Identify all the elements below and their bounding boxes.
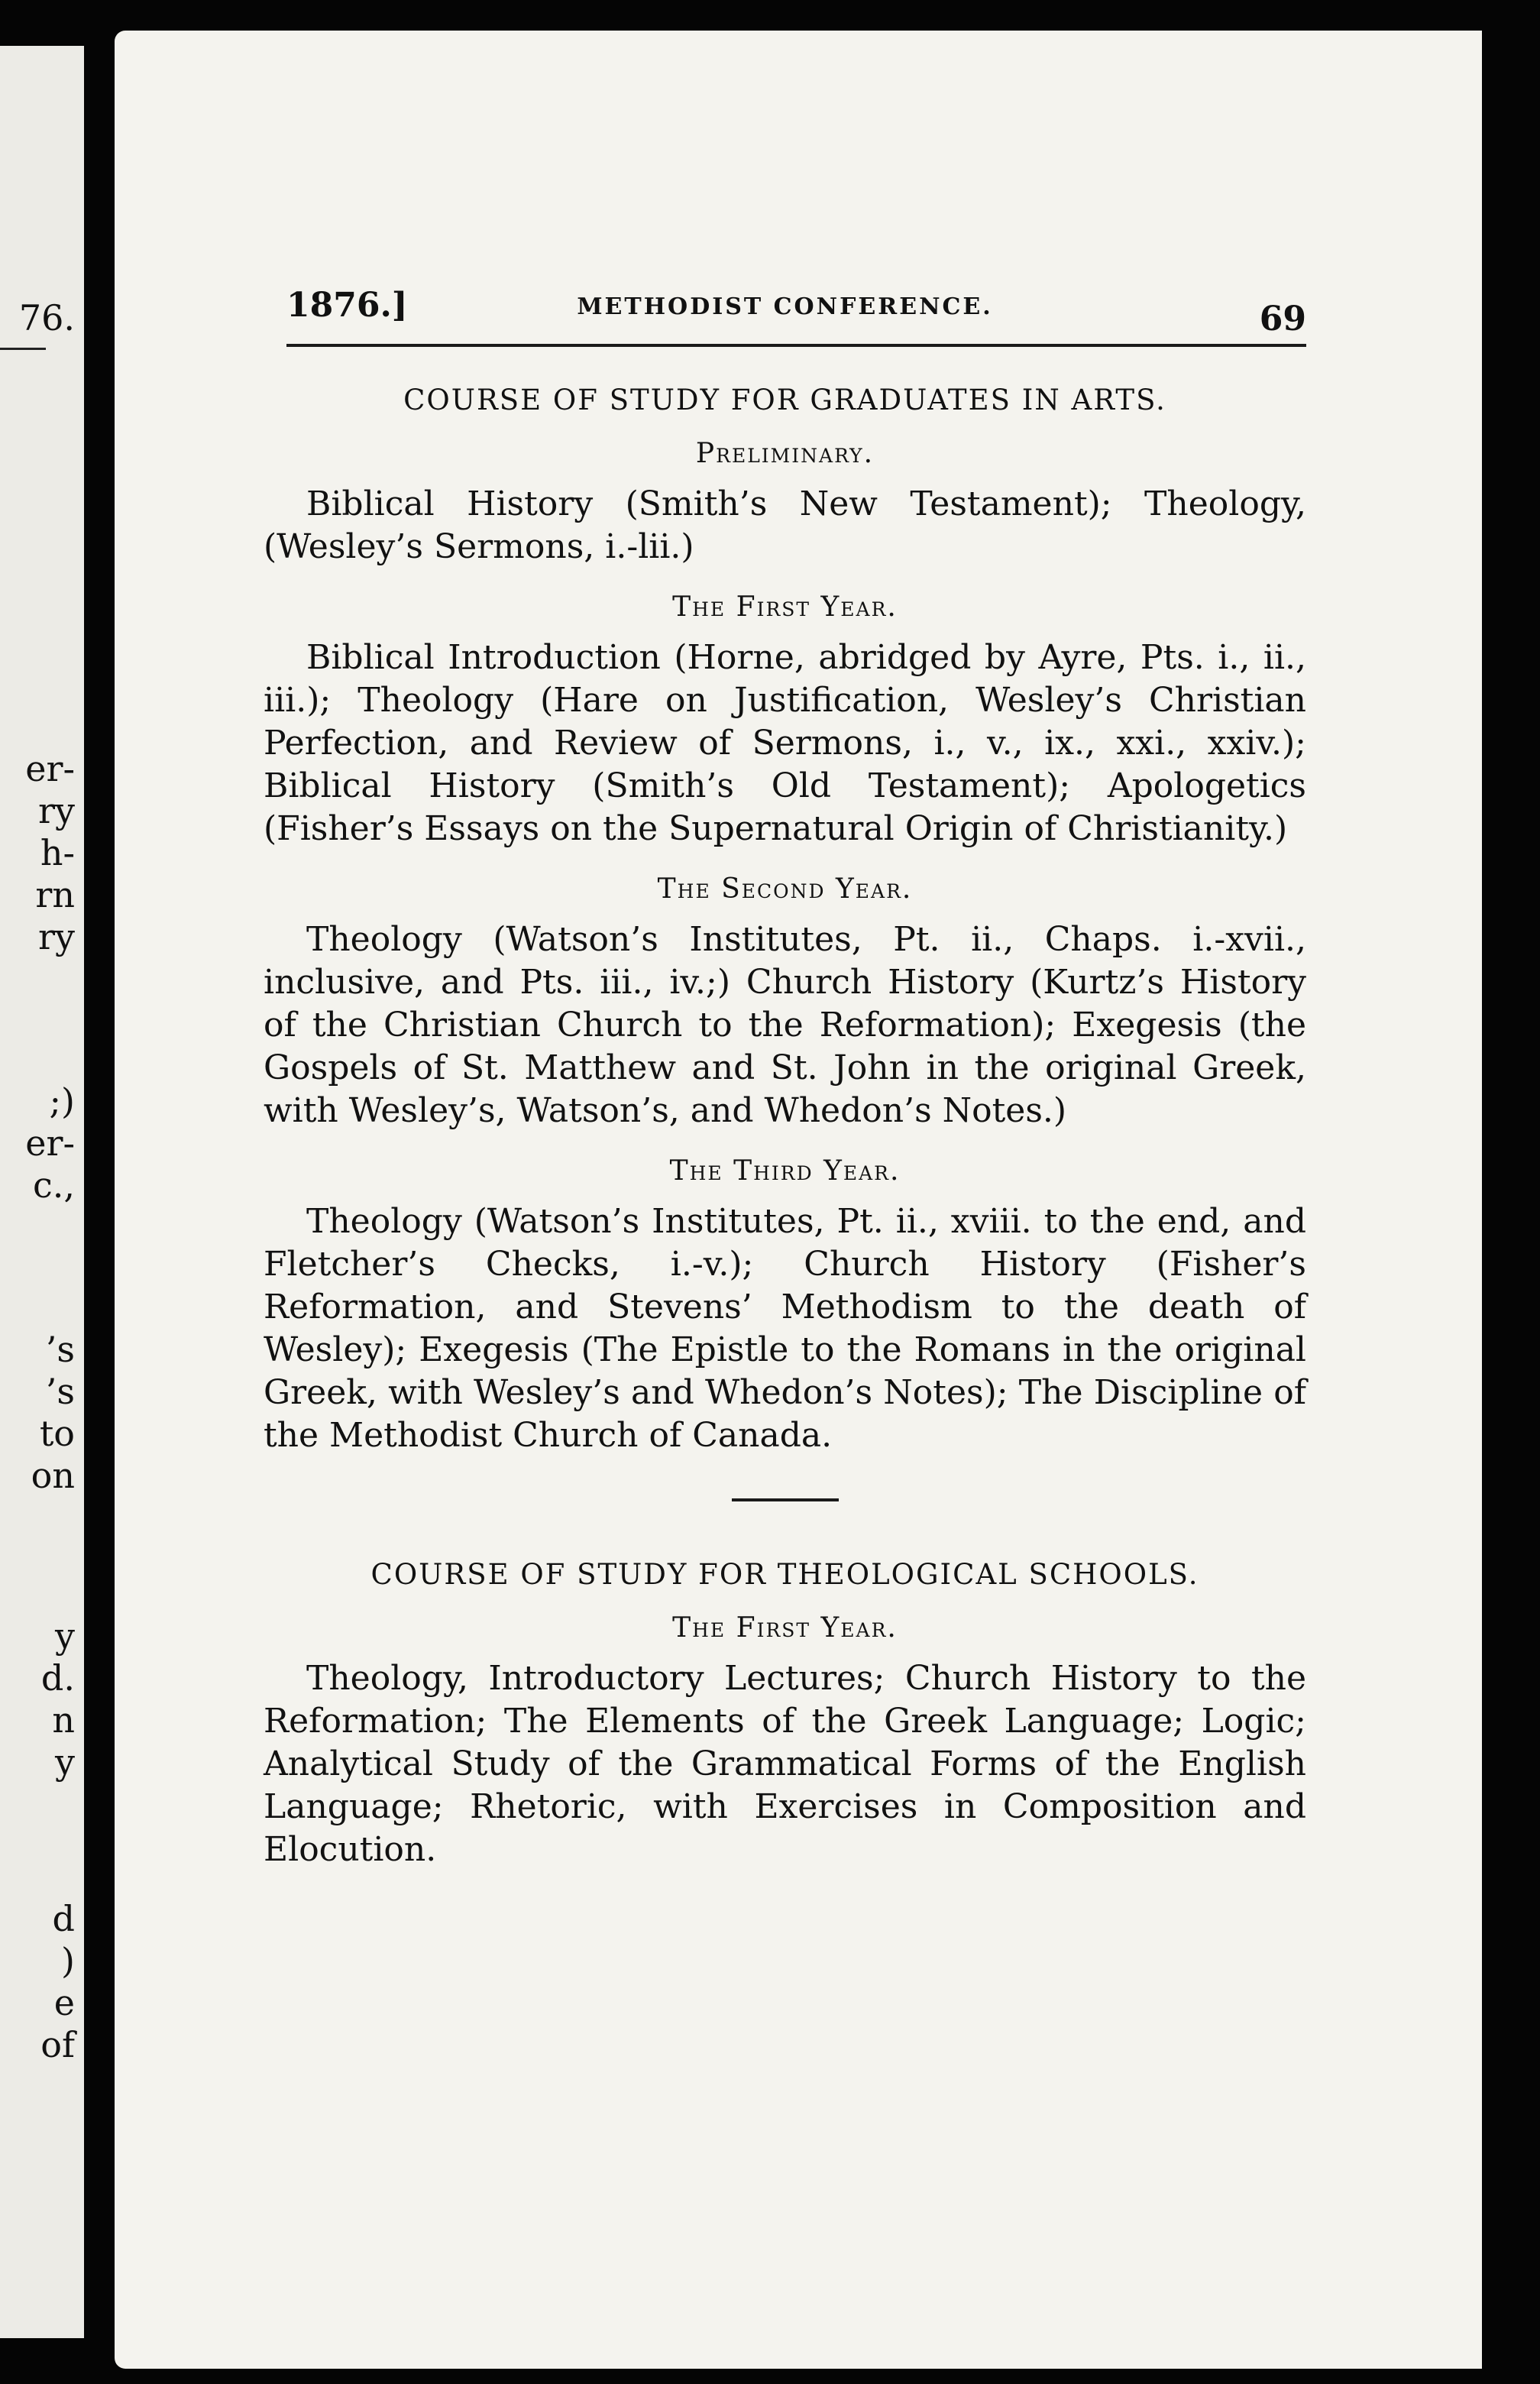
section-heading: The Third Year. xyxy=(669,1155,901,1187)
section-heading: The Second Year. xyxy=(657,873,913,905)
facing-page-text-fragment: d xyxy=(52,1898,75,1939)
running-head-year: 1876.] xyxy=(286,286,408,325)
section-text: Theology, Introductory Lectures; Church History to the Reformation; The Elements of the Greek Language; Logic; Analytical Study of the Grammatical Forms of the English Language; Rhetoric, with Exercises in Composition and Elocution. xyxy=(264,1659,1306,1869)
facing-page-text-fragment: ry xyxy=(38,916,75,957)
facing-page-text-fragment: e xyxy=(53,1982,75,2023)
facing-page-text-fragment: to xyxy=(39,1413,75,1454)
facing-page-rule xyxy=(0,348,46,350)
facing-page-text-fragment: ’s xyxy=(45,1371,75,1412)
facing-page-text-fragment: on xyxy=(31,1455,75,1496)
facing-page-text-fragment: er- xyxy=(25,1122,75,1164)
section-text: Biblical History (Smith’s New Testament); Theology, (Wesley’s Sermons, i.-lii.) xyxy=(264,484,1306,566)
facing-page-text-fragment: 76. xyxy=(18,297,75,338)
section-heading: The First Year. xyxy=(672,591,898,623)
running-head xyxy=(264,275,1306,336)
facing-page-fragment xyxy=(0,46,84,2338)
facing-page-text-fragment: y xyxy=(55,1741,75,1783)
running-head-title: METHODIST CONFERENCE. xyxy=(577,293,993,320)
facing-page-text-fragment: y xyxy=(55,1615,75,1657)
facing-page-text-fragment: ’s xyxy=(45,1329,75,1370)
book-page xyxy=(115,31,1482,2369)
section-text: Theology (Watson’s Institutes, Pt. ii., xviii. to the end, and Fletcher’s Checks, i.-v.); Church History (Fisher’s Reformation, and Stevens’ Methodism to the death of Wesley); Exegesis (The Epistle to the Romans in the original Greek, with Wesley’s and Whedon’s Notes); The Discipline of the Methodist Church of Canada. xyxy=(264,1202,1306,1455)
section-text: Biblical Introduction (Horne, abridged by Ayre, Pts. i., ii., iii.); Theology (Hare on Justification, Wesley’s Christian Perfection, and Review of Sermons, i., v., ix., xxi., xxiv.); Biblical History (Smith’s Old Testament); Apologetics (Fisher’s Essays on the Supernatural Origin of Christianity.) xyxy=(264,638,1306,848)
facing-page-text-fragment: er- xyxy=(25,748,75,789)
header-rule xyxy=(286,344,1306,347)
facing-page-text-fragment: rn xyxy=(35,874,75,915)
page-number: 69 xyxy=(1259,300,1306,338)
facing-page-text-fragment: ;) xyxy=(49,1080,75,1122)
section-text: Theology (Watson’s Institutes, Pt. ii., Chaps. i.-xvii., inclusive, and Pts. iii., iv.;) Church History (Kurtz’s History of the Christian Church to the Reformation); Exegesis (the Gospels of St. Matthew and St. John in the original Greek, with Wesley’s, Watson’s, and Whedon’s Notes.) xyxy=(264,920,1306,1130)
facing-page-text-fragment: ) xyxy=(61,1940,75,1981)
page-content xyxy=(264,275,1306,1894)
section-separator xyxy=(732,1498,839,1501)
facing-page-text-fragment: ry xyxy=(38,790,75,831)
section-heading: Preliminary. xyxy=(695,438,875,469)
facing-page-text-fragment: of xyxy=(40,2024,75,2065)
course-title: COURSE OF STUDY FOR GRADUATES IN ARTS. xyxy=(403,384,1166,416)
facing-page-text-fragment: d. xyxy=(40,1657,75,1699)
course-title: COURSE OF STUDY FOR THEOLOGICAL SCHOOLS. xyxy=(370,1558,1199,1591)
facing-page-text-fragment: c., xyxy=(32,1164,75,1206)
section-heading: The First Year. xyxy=(672,1612,898,1644)
facing-page-text-fragment: n xyxy=(52,1699,75,1741)
facing-page-text-fragment: h- xyxy=(40,832,75,873)
